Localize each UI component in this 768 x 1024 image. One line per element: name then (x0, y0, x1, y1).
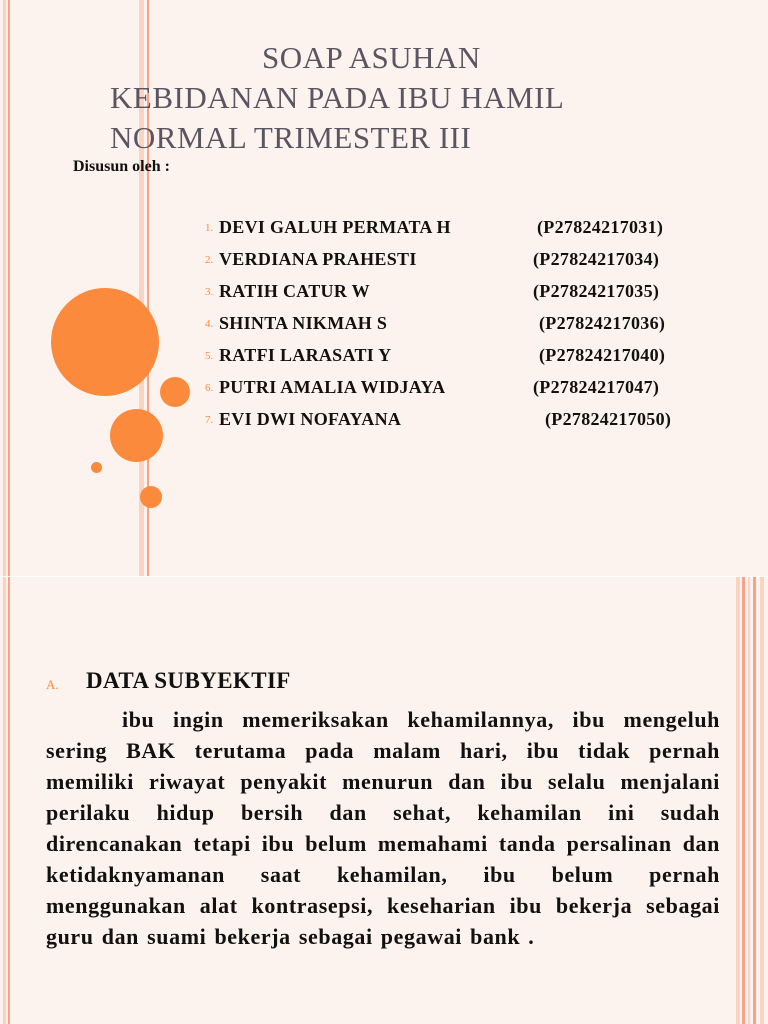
member-name: VERDIANA PRAHESTI (219, 249, 417, 269)
member-name: DEVI GALUH PERMATA H (219, 217, 451, 237)
member-number: 6. (205, 382, 214, 394)
member-item (205, 408, 745, 440)
member-item (205, 344, 745, 376)
large-circle-decoration (51, 288, 159, 396)
section-marker: A. (46, 677, 59, 692)
member-name: EVI DWI NOFAYANA (219, 409, 402, 429)
member-nim: (P27824217040) (539, 345, 666, 365)
member-nim: (P27824217031) (537, 217, 664, 237)
section-paragraph: ibu ingin memeriksakan kehamilannya, ibu mengeluh sering BAK terutama pada malam hari, ibu tidak pernah memiliki riwayat penyakit menurun dan ibu selalu menjalani perilaku hidup bersih dan sehat, kehamilan ini sudah direncanakan tetapi ibu belum memahami tanda persalinan dan ketidaknyamanan saat kehamilan, ibu belum pernah menggunakan alat kontrasepsi, keseharian ibu bekerja sebagai guru dan suami bekerja sebagai pegawai bank . (46, 707, 720, 949)
slide-title (110, 38, 710, 158)
member-nim: (P27824217034) (533, 249, 660, 269)
decorative-stripe (8, 577, 10, 1024)
section-heading: DATA SUBYEKTIF (86, 668, 291, 693)
tiny-circle-decoration (91, 462, 102, 473)
content-slide (0, 577, 768, 1024)
member-number: 7. (205, 414, 214, 426)
author-label: Disusun oleh : (73, 158, 170, 175)
title-line: NORMAL TRIMESTER III (110, 120, 472, 155)
member-item (205, 248, 745, 280)
member-number: 2. (205, 254, 214, 266)
title-line: KEBIDANAN PADA IBU HAMIL (110, 80, 565, 115)
decorative-stripe (8, 0, 10, 576)
decorative-stripe (748, 577, 750, 1024)
member-name: SHINTA NIKMAH S (219, 313, 388, 333)
medium-circle-decoration (110, 409, 163, 462)
member-nim: (P27824217035) (533, 281, 660, 301)
decorative-stripe (742, 577, 745, 1024)
decorative-stripe (753, 577, 756, 1024)
small-circle-decoration (160, 377, 190, 407)
member-item (205, 312, 745, 344)
member-number: 4. (205, 318, 214, 330)
decorative-stripe (3, 577, 6, 1024)
decorative-stripe (760, 577, 764, 1024)
member-item (205, 216, 745, 248)
member-number: 5. (205, 350, 214, 362)
title-line: SOAP ASUHAN (262, 40, 481, 75)
member-nim: (P27824217050) (545, 409, 672, 429)
decorative-stripe (736, 577, 740, 1024)
member-nim: (P27824217047) (533, 377, 660, 397)
member-item (205, 280, 745, 312)
member-number: 3. (205, 286, 214, 298)
small-circle-decoration (140, 486, 162, 508)
member-list (205, 216, 745, 440)
decorative-stripe (3, 0, 6, 576)
member-name: RATIH CATUR W (219, 281, 370, 301)
member-number: 1. (205, 222, 214, 234)
member-name: PUTRI AMALIA WIDJAYA (219, 377, 446, 397)
member-nim: (P27824217036) (539, 313, 666, 333)
member-item (205, 376, 745, 408)
member-name: RATFI LARASATI Y (219, 345, 392, 365)
